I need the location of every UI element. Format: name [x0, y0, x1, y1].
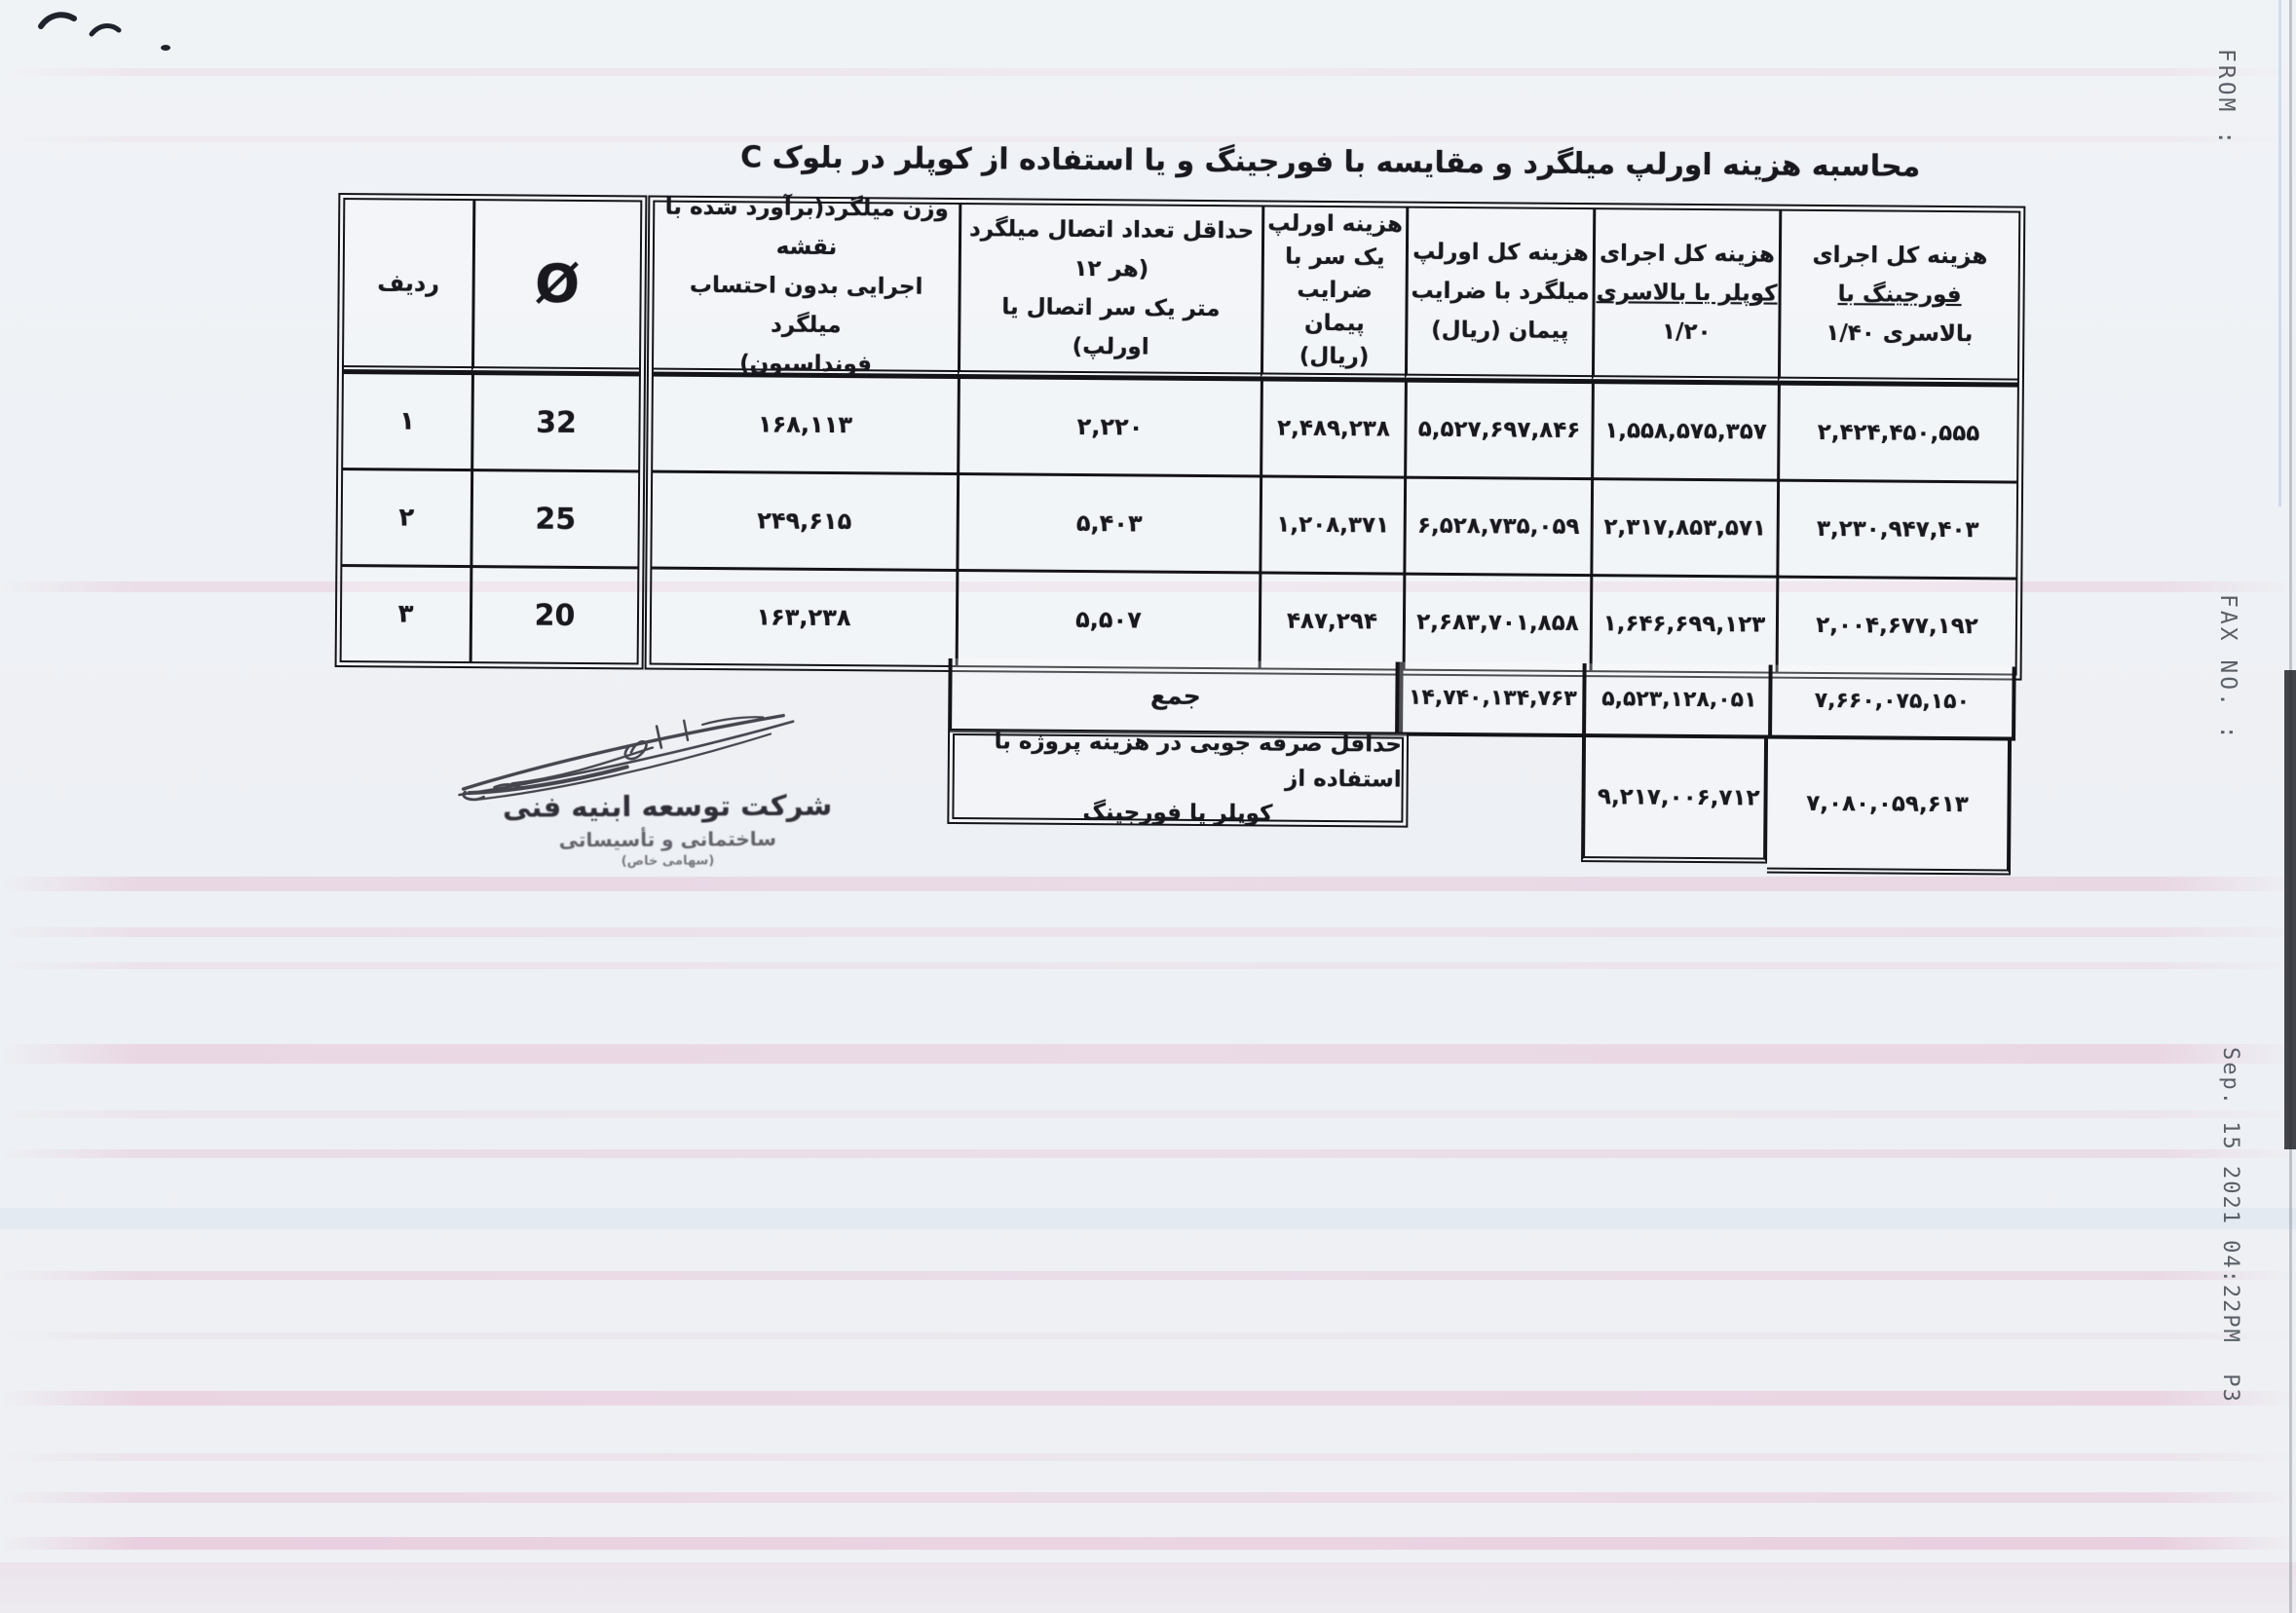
stamp-company-name: شرکت توسعه ابنيه فنی: [502, 788, 833, 824]
fax-timestamp: Sep. 15 2021 04:22PM P3: [2218, 1047, 2242, 1404]
table-cell: ۲,۳۱۷,۸۵۳,۵۷۱: [1590, 477, 1777, 575]
index-cell-diameter: 20: [470, 565, 638, 662]
document-title: محاسبه هزينه اورلپ ميلگرد و مقايسه با فورجينگ و يا استفاده از كوپلر در بلوک C: [740, 140, 1921, 184]
header-forging-total: هزينه کل اجرای فورجينگ با بالاسری ۱/۴۰: [1778, 211, 2018, 385]
table-cell: ۲,۴۲۴,۴۵۰,۵۵۵: [1777, 383, 2017, 481]
index-cell-diameter: 32: [470, 372, 639, 469]
table-cell: ۲,۰۰۴,۶۷۷,۱۹۲: [1776, 576, 2016, 674]
table-cell: ۶,۵۲۸,۷۳۵,۰۵۹: [1403, 476, 1591, 575]
sum-coupler-total: ۵,۵۲۳,۱۲۸,۰۵۱: [1582, 663, 1773, 739]
savings-forging-value: ۷,۰۸۰,۰۵۹,۶۱۳: [1767, 735, 2012, 876]
table-cell: ۳,۲۳۰,۹۴۷,۴۰۳: [1776, 479, 2016, 578]
sum-forging-total: ۷,۶۶۰,۰۷۵,۱۵۰: [1768, 665, 2016, 741]
header-connections: حداقل تعداد اتصال ميلگرد (هر ۱۲ متر يک سر اتصال يا اورلپ): [958, 205, 1261, 378]
index-table: [335, 193, 648, 669]
header-coupler-total: هزينه کل اجرای كوپلر يا بالاسری ۱/۲۰: [1592, 209, 1779, 382]
table-cell: ۵,۵۲۷,۶۹۷,۸۴۶: [1404, 380, 1592, 478]
header-overlap-one: هزينه اورلپ يک سر با ضرايب پيمان (ريال): [1261, 206, 1406, 379]
index-cell-radif: ۱: [343, 371, 471, 469]
company-stamp: [487, 789, 847, 870]
table-cell: ۴۸۷,۲۹۴: [1259, 571, 1404, 668]
stamp-company-subtitle: ساختمانی و تأسيساتی: [558, 827, 777, 852]
table-cell: ۵,۴۰۳: [956, 472, 1260, 571]
table-cell: ۲,۴۸۹,۲۳۸: [1260, 378, 1405, 475]
table-cell: ۱,۶۴۶,۶۹۹,۱۲۳: [1590, 574, 1777, 671]
index-header-diameter: Ø: [471, 201, 640, 373]
table-cell: ۲,۶۸۳,۷۰۱,۸۵۸: [1403, 573, 1591, 671]
table-cell: ۵,۵۰۷: [956, 569, 1260, 667]
main-cost-table: [645, 196, 2026, 681]
index-cell-radif: ۲: [342, 468, 470, 565]
index-cell-radif: ۳: [342, 564, 470, 661]
table-cell: ۱,۲۰۸,۳۷۱: [1259, 474, 1404, 572]
fax-number-label: FAX NO. :: [2215, 594, 2240, 742]
index-header-radif: رديف: [344, 200, 472, 372]
table-cell: ۱,۵۵۸,۵۷۵,۳۵۷: [1591, 381, 1778, 478]
fax-from-label: FROM :: [2213, 49, 2239, 148]
stamp-company-type: (سهامی خاص): [621, 853, 715, 869]
scan-edge-line: [2278, 0, 2281, 506]
index-cell-diameter: 25: [470, 469, 638, 566]
header-weight: وزن ميلگرد(برآورد شده با نقشه اجرايی بدون احتساب ميلگرد فونداسيون): [654, 203, 959, 376]
table-cell: ۱۶۸,۱۱۳: [653, 374, 958, 472]
sum-row-label: جمع: [948, 658, 1404, 736]
savings-row-label: حداقل صرفه جويی در هزينه پروژه با استفاده از كوپلر يا فورجينگ: [947, 729, 1409, 828]
header-overlap-total: هزينه کل اورلپ ميلگرد با ضرايب پيمان (ريال): [1405, 208, 1593, 382]
sum-overlap-total: ۱۴,۷۴۰,۱۳۴,۷۶۳: [1395, 662, 1587, 738]
scan-noise-marks: [29, 5, 224, 63]
savings-coupler-value: ۹,۲۱۷,۰۰۶,۷۱۲: [1581, 733, 1768, 863]
table-cell: ۲,۲۲۰: [957, 376, 1261, 474]
table-cell: ۱۶۳,۲۳۸: [652, 567, 957, 665]
scan-edge-strip: [2284, 670, 2296, 1149]
table-cell: ۲۴۹,۶۱۵: [652, 470, 957, 569]
